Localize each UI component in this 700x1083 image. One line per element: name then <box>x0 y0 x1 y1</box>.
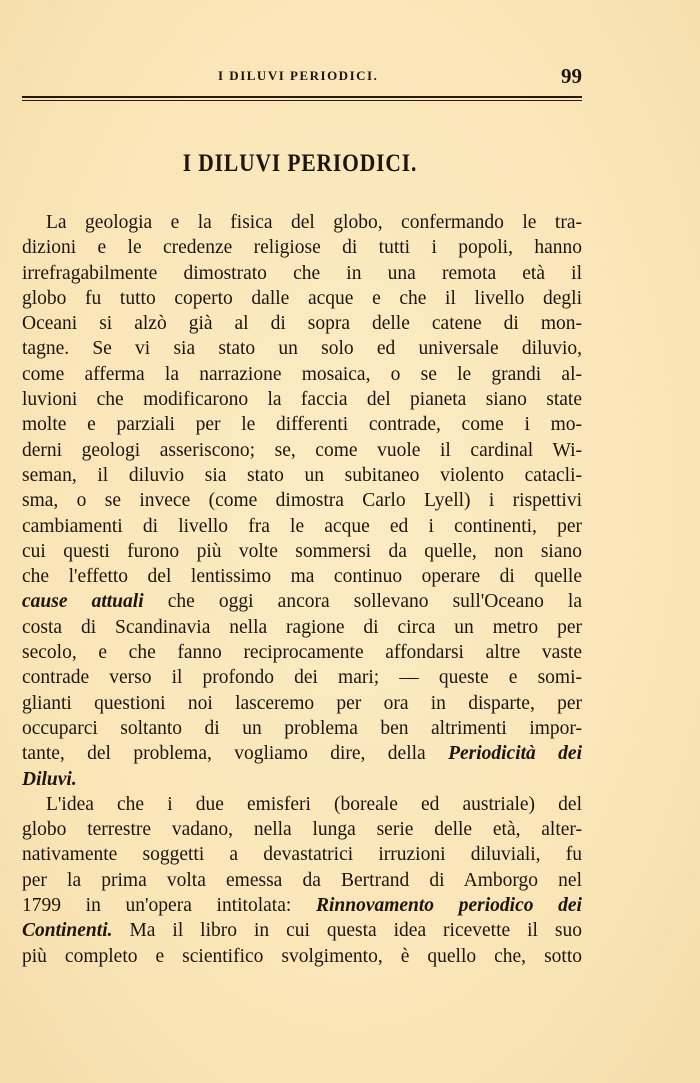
line-text: che l'effetto del lentissimo ma continuo operare di quelle <box>22 566 582 588</box>
line-text: 1799 in un'opera intitolata: <box>22 895 316 917</box>
emphasis: cause attuali <box>22 591 144 613</box>
text-line <box>22 615 582 640</box>
text-line <box>22 767 582 792</box>
line-text: cambiamenti di livello fra le acque ed i continenti, per <box>22 515 582 537</box>
text-line <box>22 387 582 412</box>
line-text: come afferma la narrazione mosaica, o se le grandi al- <box>22 363 582 385</box>
line-text: molte e parziali per le differenti contrade, come i mo- <box>22 414 582 436</box>
text-line <box>22 261 582 286</box>
line-text: dizioni e le credenze religiose di tutti i popoli, hanno <box>22 237 582 259</box>
text-line <box>22 210 582 235</box>
text-line <box>22 438 582 463</box>
text-line <box>22 514 582 539</box>
text-line <box>22 817 582 842</box>
page-number: 99 <box>561 64 582 88</box>
line-text: tante, del problema, vogliamo dire, della <box>22 743 449 765</box>
line-text: occuparci soltanto di un problema ben altrimenti impor- <box>22 717 582 739</box>
line-text: irrefragabilmente dimostrato che in una remota età il <box>22 262 582 284</box>
line-text: secolo, e che fanno reciprocamente affondarsi altre vaste <box>22 642 582 664</box>
line-text: contrade verso il profondo dei mari; — queste e somi- <box>22 667 582 689</box>
text-line <box>22 488 582 513</box>
text-line <box>22 792 582 817</box>
line-text: globo terrestre vadano, nella lunga serie delle età, alter- <box>22 819 582 841</box>
running-title: I DILUVI PERIODICI. <box>218 68 379 83</box>
chapter-title: I DILUVI PERIODICI. <box>182 150 418 177</box>
line-text: seman, il diluvio sia stato un subitaneo violento catacli- <box>22 464 582 486</box>
line-text: derni geologi asseriscono; se, come vuole il cardinal Wi- <box>22 439 582 461</box>
header-rule-thin <box>22 100 582 101</box>
text-line <box>22 640 582 665</box>
line-text: tagne. Se vi sia stato un solo ed universale diluvio, <box>22 338 582 360</box>
line-text: sma, o se invece (come dimostra Carlo Lyell) i rispettivi <box>22 490 582 512</box>
text-line <box>22 918 582 943</box>
text-line <box>22 235 582 260</box>
paragraph <box>22 210 582 792</box>
emphasis: Periodicità dei <box>448 743 582 765</box>
text-line <box>22 362 582 387</box>
line-text: Ma il libro in cui questa idea ricevette il suo <box>112 920 582 942</box>
header-rule <box>22 96 582 98</box>
text-line <box>22 944 582 969</box>
line-text: glianti questioni noi lasceremo per ora in disparte, per <box>22 692 582 714</box>
text-line <box>22 589 582 614</box>
text-line <box>22 665 582 690</box>
line-text: più completo e scientifico svolgimento, è quello che, sotto <box>22 945 582 967</box>
line-text: costa di Scandinavia nella ragione di circa un metro per <box>22 616 582 638</box>
text-line <box>22 286 582 311</box>
text-line <box>22 412 582 437</box>
text-line <box>22 311 582 336</box>
line-text: per la prima volta emessa da Bertrand di Amborgo nel <box>22 869 582 891</box>
line-text: L'idea che i due emisferi (boreale ed austriale) del <box>46 793 582 815</box>
line-text: La geologia e la fisica del globo, confermando le tra- <box>46 212 582 233</box>
text-line <box>22 336 582 361</box>
line-text: che oggi ancora sollevano sull'Oceano la <box>143 591 582 613</box>
running-header <box>22 64 582 88</box>
line-text: luvioni che modificarono la faccia del pianeta siano state <box>22 389 582 411</box>
text-line <box>22 564 582 589</box>
line-text: Oceani si alzò già al di sopra delle catene di mon- <box>22 313 582 335</box>
emphasis: Rinnovamento periodico dei <box>315 895 582 917</box>
text-line <box>22 463 582 488</box>
text-line <box>22 842 582 867</box>
emphasis: Diluvi. <box>22 768 77 790</box>
text-line <box>22 716 582 741</box>
emphasis: Continenti. <box>22 920 113 942</box>
text-line <box>22 539 582 564</box>
line-text: globo fu tutto coperto dalle acque e che il livello degli <box>22 287 582 309</box>
text-line <box>22 741 582 766</box>
line-text: cui questi furono più volte sommersi da quelle, non siano <box>22 540 582 562</box>
body-text <box>22 210 582 969</box>
line-text: nativamente soggetti a devastatrici irruzioni diluviali, fu <box>22 844 582 866</box>
text-line <box>22 691 582 716</box>
text-line <box>22 868 582 893</box>
paragraph <box>22 792 582 969</box>
text-line <box>22 893 582 918</box>
